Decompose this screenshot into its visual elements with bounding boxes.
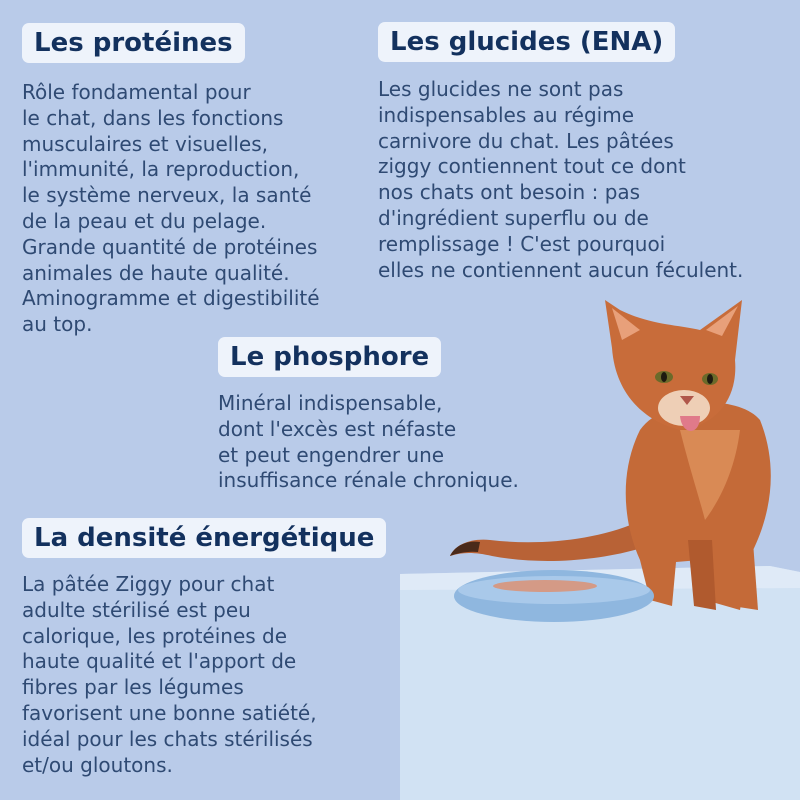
pedestal-icon [400,566,800,800]
title-glucides: Les glucides (ENA) [378,22,675,62]
text-proteines: Rôle fondamental pour le chat, dans les fonctions musculaires et visuelles, l'immunité, la reproduction, le système nerveux, la santé de la peau et du pelage. Grande quantité de protéines animales de haute qualité. Aminogramme et digestibilité au top. [22,80,320,337]
title-densite-energetique: La densité énergétique [22,518,386,558]
text-phosphore: Minéral indispensable, dont l'excès est néfaste et peut engendrer une insuffisance rénale chronique. [218,391,519,493]
cat-head [605,300,742,431]
text-glucides: Les glucides ne sont pas indispensables au régime carnivore du chat. Les pâtées ziggy contiennent tout ce dont nos chats ont besoin : pas d'ingrédient superflu ou de remplissage ! C'est pourquoi elles ne contiennent aucun féculent. [378,77,744,282]
cat-tail [450,520,648,561]
cat-body [626,402,771,610]
text-densite-energetique: La pâtée Ziggy pour chat adulte stérilisé est peu calorique, les protéines de haute qualité et l'apport de fibres par les légumes favorisent une bonne satiété, idéal pour les chats stérilisés et/ou gloutons. [22,572,317,777]
food-bowl-icon [454,570,654,622]
title-phosphore: Le phosphore [218,337,441,377]
title-proteines: Les protéines [22,23,245,63]
